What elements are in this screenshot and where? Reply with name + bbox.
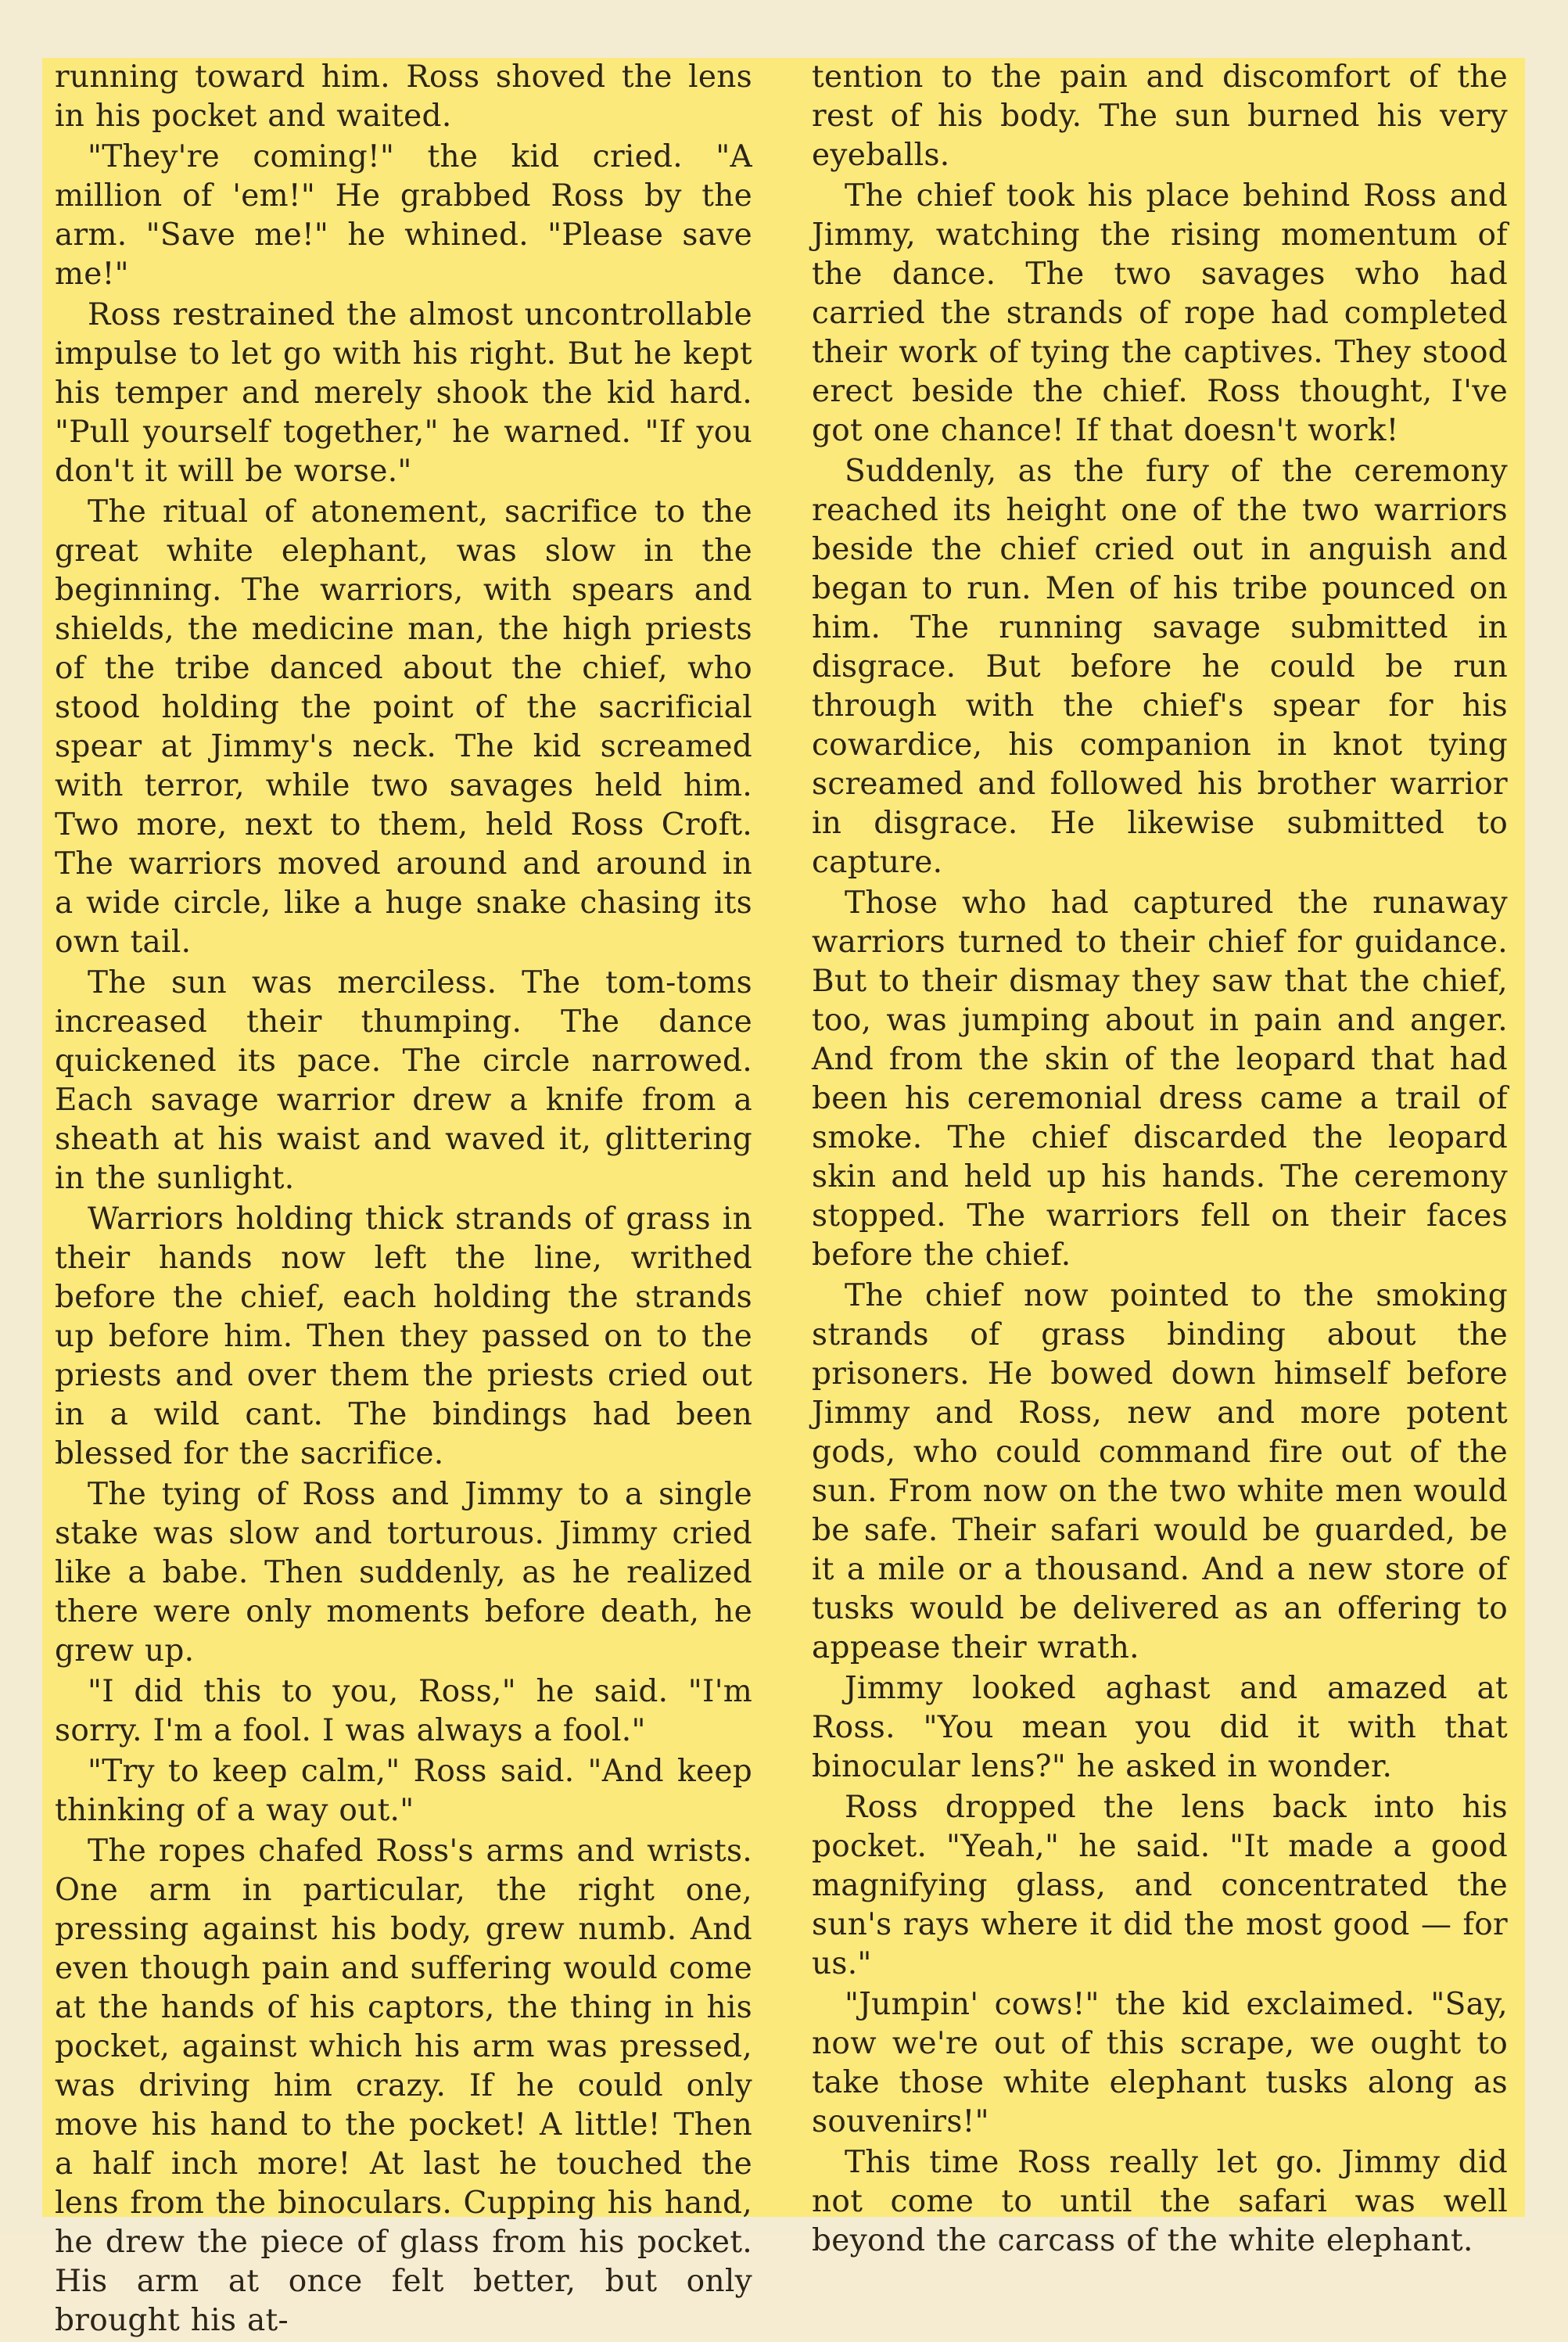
- paragraph: "Try to keep calm," Ross said. "And keep thinking of a way out.": [55, 1754, 752, 1828]
- paragraph: running toward him. Ross shoved the lens in his pocket and waited.: [55, 59, 752, 134]
- paragraph: The chief now pointed to the smoking strands of grass binding about the prisoners. He bowed down himself before Jimmy and Ross, new and more potent gods, who could command fire out of the sun. From now on the two white men would be safe. Their safari would be guarded, be it a mile or a thousand. And a new store of tusks would be delivered as an offering to appease their wrath.: [812, 1278, 1508, 1665]
- paragraph: Jimmy looked aghast and amazed at Ross. "You mean you did it with that binocular lens?" he asked in wonder.: [812, 1671, 1508, 1784]
- left-column: [55, 58, 752, 2342]
- paragraph: Warriors holding thick strands of grass in their hands now left the line, writhed before the chief, each holding the strands up before him. Then they passed on to the priests and over them the priests cried out in a wild cant. The bindings had been blessed for the sacrifice.: [55, 1202, 752, 1471]
- paragraph: The sun was merciless. The tom-toms increased their thumping. The dance quickened its pace. The circle narrowed. Each savage warrior drew a knife from a sheath at his waist and waved it, glittering in the sunlight.: [55, 965, 752, 1196]
- paragraph: The chief took his place behind Ross and Jimmy, watching the rising momentum of the dance. The two savages who had carried the strands of rope had completed their work of tying the captives. They stood erect beside the chief. Ross thought, I've got one chance! If that doesn't work!: [812, 178, 1508, 448]
- paragraph: Ross restrained the almost uncontrollable impulse to let go with his right. But he kept his temper and merely shook the kid hard. "Pull yourself together," he warned. "If you don't it will be worse.": [55, 297, 752, 489]
- paragraph: Ross dropped the lens back into his pocket. "Yeah," he said. "It made a good magnifying glass, and concentrated the sun's rays where it did the most good — for us.": [812, 1790, 1508, 1981]
- paragraph: Those who had captured the runaway warriors turned to their chief for guidance. But to their dismay they saw that the chief, too, was jumping about in pain and anger. And from the skin of the leopard that had been his ceremonial dress came a trail of smoke. The chief discarded the leopard skin and held up his hands. The ceremony stopped. The warriors fell on their faces before the chief.: [812, 885, 1508, 1273]
- right-column: [812, 58, 1508, 2262]
- paragraph: "Jumpin' cows!" the kid exclaimed. "Say, now we're out of this scrape, we ought to take those white elephant tusks along as souvenirs!": [812, 1987, 1508, 2139]
- paragraph: tention to the pain and discomfort of the rest of his body. The sun burned his very eyeballs.: [812, 59, 1508, 173]
- paragraph: "I did this to you, Ross," he said. "I'm sorry. I'm a fool. I was always a fool.": [55, 1674, 752, 1748]
- paragraph: Suddenly, as the fury of the ceremony reached its height one of the two warriors beside the chief cried out in anguish and began to run. Men of his tribe pounced on him. The running savage submitted in disgrace. But before he could be run through with the chief's spear for his cowardice, his companion in knot tying screamed and followed his brother warrior in disgrace. He likewise submitted to capture.: [812, 454, 1508, 880]
- paragraph: This time Ross really let go. Jimmy did not come to until the safari was well beyond the carcass of the white elephant.: [812, 2145, 1508, 2258]
- paragraph: The ritual of atonement, sacrifice to the great white elephant, was slow in the beginning. The warriors, with spears and shields, the medicine man, the high priests of the tribe danced about the chief, who stood holding the point of the sacrificial spear at Jimmy's neck. The kid screamed with terror, while two savages held him. Two more, next to them, held Ross Croft. The warriors moved around and around in a wide circle, like a huge snake chasing its own tail.: [55, 494, 752, 960]
- paragraph: The ropes chafed Ross's arms and wrists. One arm in particular, the right one, pressing against his body, grew numb. And even though pain and suffering would come at the hands of his captors, the thing in his pocket, against which his arm was pressed, was driving him crazy. If he could only move his hand to the pocket! A little! Then a half inch more! At last he touched the lens from the binoculars. Cupping his hand, he drew the piece of glass from his pocket. His arm at once felt better, but only brought his at-: [55, 1834, 752, 2338]
- paragraph: "They're coming!" the kid cried. "A million of 'em!" He grabbed Ross by the arm. "Save me!" he whined. "Please save me!": [55, 139, 752, 292]
- paragraph: The tying of Ross and Jimmy to a single stake was slow and torturous. Jimmy cried like a babe. Then suddenly, as he realized there were only moments before death, he grew up.: [55, 1477, 752, 1668]
